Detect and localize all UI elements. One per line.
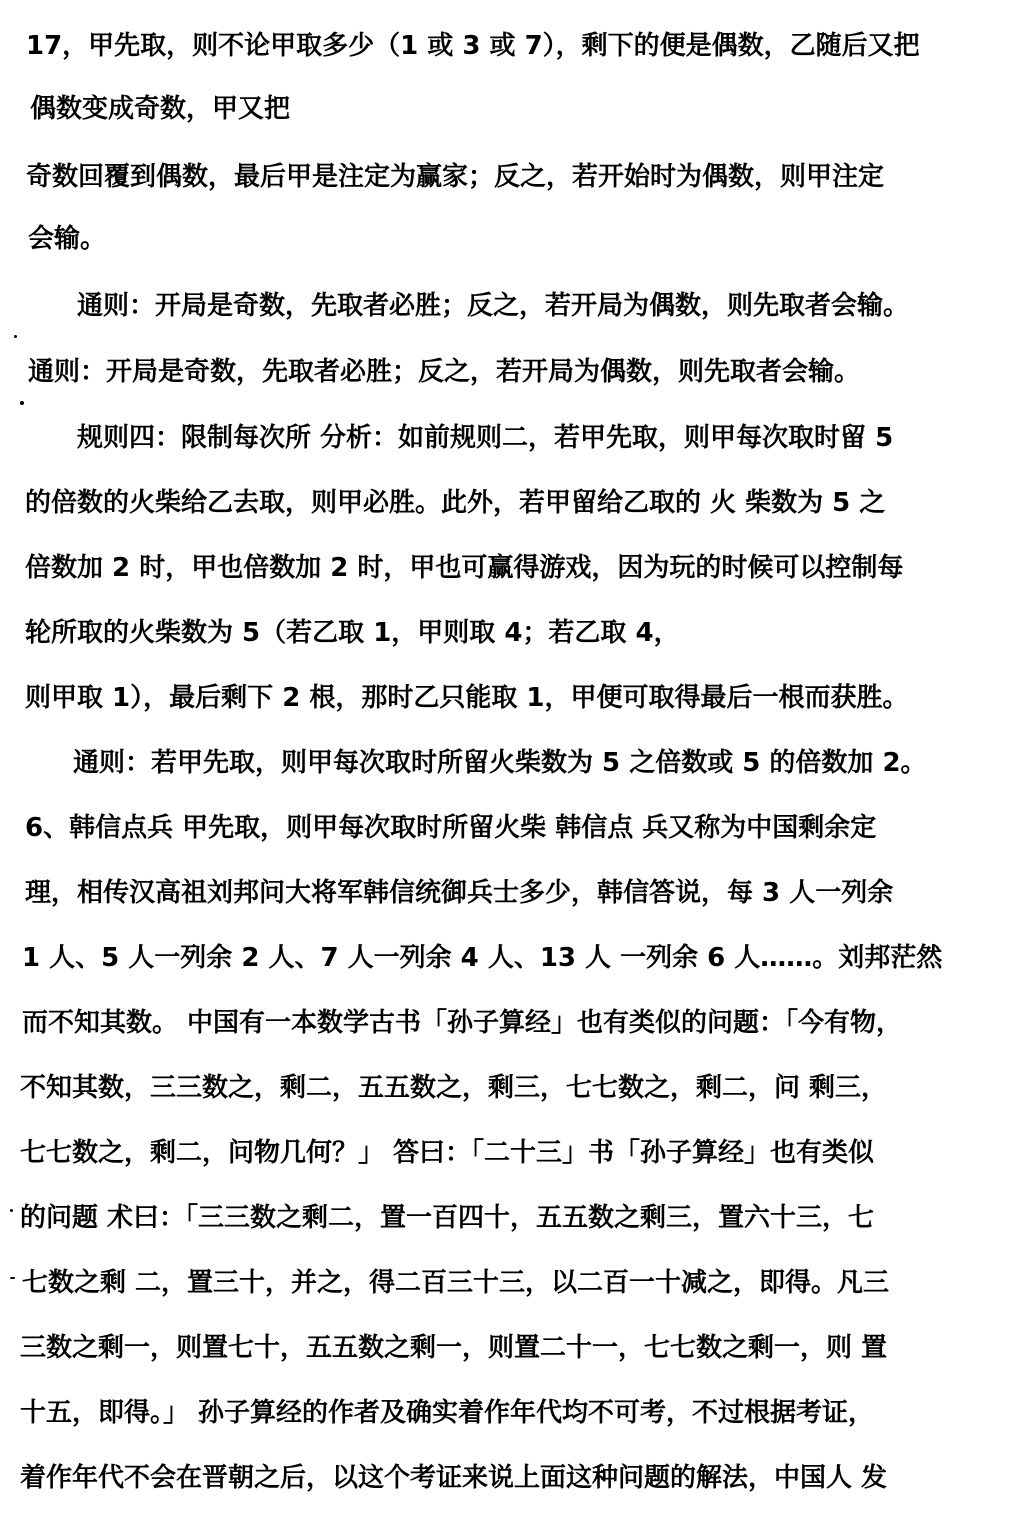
scan-speck <box>10 1209 13 1212</box>
text-line-16: 而不知其数。 中国有一本数学古书「孙子算经」也有类似的问题：「今有物， <box>22 1008 903 1038</box>
text-line-9: 倍数加 2 时，甲也倍数加 2 时，甲也可赢得游戏，因为玩的时候可以控制每 <box>25 553 904 583</box>
text-line-3: 奇数回覆到偶数，最后甲是注定为赢家；反之，若开始时为偶数，则甲注定 <box>26 162 885 192</box>
text-line-6: 通则：开局是奇数，先取者必胜；反之，若开局为偶数，则先取者会输。 <box>28 357 861 387</box>
text-line-4: 会输。 <box>28 224 107 254</box>
text-line-18: 七七数之，剩二，问物几何？」 答曰：「二十三」书「孙子算经」也有类似 <box>20 1138 875 1168</box>
text-line-19: 的问题 术曰：「三三数之剩二，置一百四十，五五数之剩三，置六十三，七 <box>20 1203 875 1233</box>
text-line-17: 不知其数，三三数之，剩二，五五数之，剩三，七七数之，剩二，问 剩三， <box>20 1073 888 1103</box>
text-line-20: 七数之剩 二，置三十，并之，得二百三十三，以二百一十减之，即得。凡三 <box>22 1268 890 1298</box>
scan-speck <box>20 401 24 405</box>
text-line-1: 17，甲先取，则不论甲取多少（1 或 3 或 7），剩下的便是偶数，乙随后又把 <box>26 31 920 61</box>
text-line-14: 理，相传汉高祖刘邦问大将军韩信统御兵士多少，韩信答说，每 3 人一列余 <box>25 878 894 908</box>
text-line-8: 的倍数的火柴给乙去取，则甲必胜。此外，若甲留给乙取的 火 柴数为 5 之 <box>25 488 886 518</box>
text-line-5: 通则：开局是奇数，先取者必胜；反之，若开局为偶数，则先取者会输。 <box>77 291 910 321</box>
text-line-2: 偶数变成奇数，甲又把 <box>30 94 291 124</box>
scan-speck <box>10 1277 15 1279</box>
text-line-7: 规则四：限制每次所 分析：如前规则二，若甲先取，则甲每次取时留 5 <box>77 423 894 453</box>
text-line-12: 通则：若甲先取，则甲每次取时所留火柴数为 5 之倍数或 5 的倍数加 2。 <box>73 748 927 778</box>
text-line-15: 1 人、5 人一列余 2 人、7 人一列余 4 人、13 人 一列余 6 人……。刘邦茫然 <box>22 943 943 973</box>
text-line-22: 十五，即得。」 孙子算经的作者及确实着作年代均不可考，不过根据考证， <box>20 1398 875 1428</box>
scan-speck <box>14 335 17 338</box>
text-line-10: 轮所取的火柴数为 5（若乙取 1，甲则取 4；若乙取 4， <box>25 618 680 648</box>
text-line-23: 着作年代不会在晋朝之后，以这个考证来说上面这种问题的解法，中国人 发 <box>20 1463 888 1493</box>
text-line-11: 则甲取 1），最后剩下 2 根，那时乙只能取 1，甲便可取得最后一根而获胜。 <box>25 683 909 713</box>
text-line-21: 三数之剩一，则置七十，五五数之剩一，则置二十一，七七数之剩一，则 置 <box>20 1333 888 1363</box>
text-line-13: 6、韩信点兵 甲先取，则甲每次取时所留火柴 韩信点 兵又称为中国剩余定 <box>25 813 877 843</box>
